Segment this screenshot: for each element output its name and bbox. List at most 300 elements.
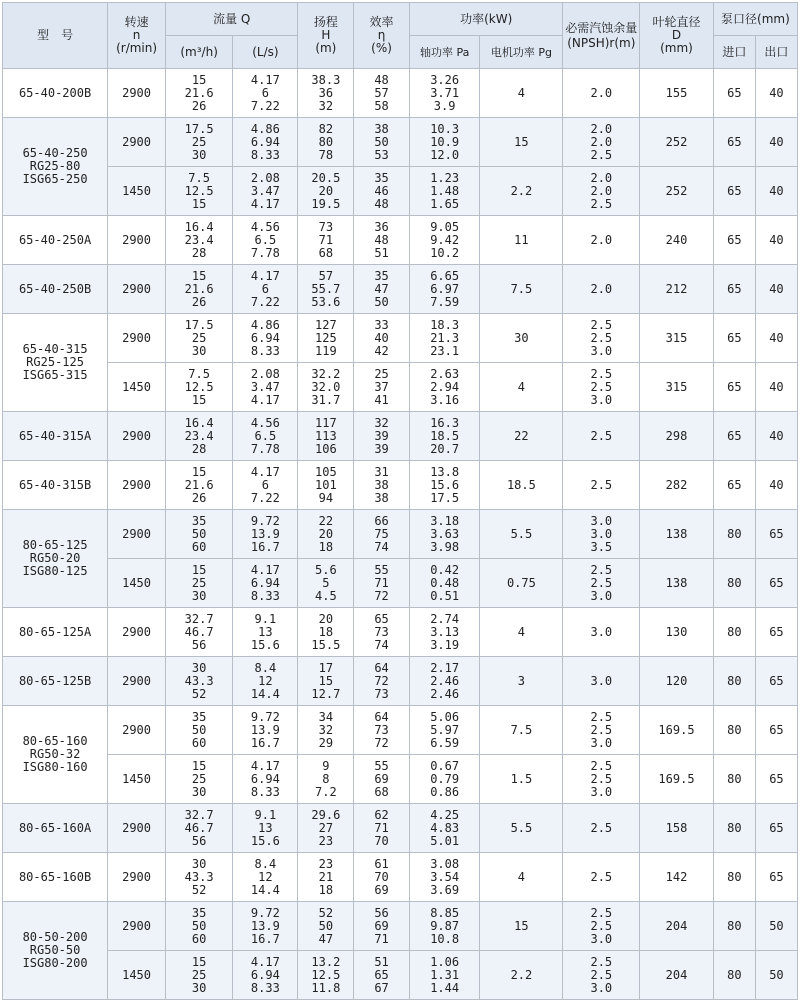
npsh-cell-value: 2.5 <box>590 317 613 332</box>
model-name: 65-40-315A <box>18 428 92 443</box>
port-in-cell: 65 <box>713 216 755 265</box>
impeller-diameter-cell: 240 <box>640 216 714 265</box>
npsh-cell-value: 3.0 <box>590 673 613 688</box>
npsh-cell-value: 2.5 <box>590 379 613 394</box>
efficiency-cell <box>354 461 410 510</box>
flow-m3h-cell-value: 60 <box>191 931 207 946</box>
flow-ls-cell <box>233 314 298 363</box>
efficiency-cell-value: 73 <box>374 686 389 701</box>
motor-power-cell: 4 <box>480 69 563 118</box>
efficiency-cell <box>354 853 410 902</box>
table-row <box>3 902 798 951</box>
motor-power-cell: 4 <box>480 608 563 657</box>
efficiency-cell-value: 38 <box>374 121 389 136</box>
flow-ls-cell-value: 4.17 <box>250 72 280 87</box>
flow-ls-cell-value: 13.9 <box>250 918 280 933</box>
model-name: 80-65-125B <box>18 673 92 688</box>
table-row <box>3 755 798 804</box>
efficiency-cell-value: 71 <box>374 820 389 835</box>
impeller-diameter-cell: 120 <box>640 657 714 706</box>
model-name: 80-65-160A <box>18 820 92 835</box>
model-name: RG25-80 <box>29 159 81 173</box>
shaft-power-cell-value: 21.3 <box>430 330 460 345</box>
efficiency-cell <box>354 559 410 608</box>
head-cell-value: 94 <box>318 490 334 505</box>
header-power: 功率(kW) <box>409 3 563 36</box>
npsh-cell <box>563 951 640 1000</box>
head-cell-value: 47 <box>318 931 334 946</box>
efficiency-cell-value: 61 <box>374 856 389 871</box>
impeller-diameter-cell: 252 <box>640 118 714 167</box>
port-in-cell: 65 <box>713 461 755 510</box>
shaft-power-cell-value: 3.19 <box>430 637 460 652</box>
npsh-cell <box>563 118 640 167</box>
flow-m3h-cell-value: 7.5 <box>188 366 210 381</box>
flow-m3h-cell-value: 43.3 <box>184 673 214 688</box>
head-cell <box>298 69 354 118</box>
model-cell <box>3 902 108 1000</box>
speed-cell: 1450 <box>108 951 166 1000</box>
flow-ls-cell-value: 4.86 <box>250 317 280 332</box>
npsh-cell-value: 3.0 <box>590 980 613 995</box>
flow-ls-cell-value: 4.17 <box>250 464 280 479</box>
efficiency-cell <box>354 706 410 755</box>
shaft-power-cell-value: 0.48 <box>430 575 460 590</box>
flow-m3h-cell <box>165 461 232 510</box>
shaft-power-cell-value: 17.5 <box>430 490 460 505</box>
flow-ls-cell <box>233 608 298 657</box>
head-cell-value: 13.2 <box>311 954 341 969</box>
head-cell-value: 32 <box>318 722 334 737</box>
impeller-diameter-cell: 158 <box>640 804 714 853</box>
port-out-cell: 65 <box>755 657 797 706</box>
flow-ls-cell-value: 6.94 <box>250 330 280 345</box>
speed-cell: 2900 <box>108 461 166 510</box>
npsh-cell <box>563 412 640 461</box>
head-cell <box>298 461 354 510</box>
motor-power-cell: 5.5 <box>480 804 563 853</box>
flow-m3h-cell-value: 46.7 <box>184 820 214 835</box>
flow-ls-cell-value: 2.08 <box>250 170 280 185</box>
npsh-cell-value: 2.5 <box>590 147 613 162</box>
model-cell <box>3 657 108 706</box>
shaft-power-cell-value: 2.63 <box>430 366 460 381</box>
efficiency-cell <box>354 363 410 412</box>
efficiency-cell-value: 68 <box>374 784 389 799</box>
header-impeller-diameter: 叶轮直径 D (mm) <box>640 3 714 69</box>
shaft-power-cell-value: 10.3 <box>430 121 460 136</box>
shaft-power-cell-value: 3.26 <box>430 72 460 87</box>
shaft-power-cell-value: 0.86 <box>430 784 460 799</box>
speed-cell: 1450 <box>108 755 166 804</box>
shaft-power-cell-value: 6.65 <box>430 268 460 283</box>
head-cell-value: 113 <box>315 428 337 443</box>
port-out-cell: 65 <box>755 559 797 608</box>
flow-m3h-cell-value: 56 <box>191 637 207 652</box>
flow-m3h-cell <box>165 804 232 853</box>
table-body <box>3 69 798 1000</box>
npsh-cell-value: 3.0 <box>590 931 613 946</box>
head-cell-value: 34 <box>318 709 334 724</box>
shaft-power-cell-value: 4.25 <box>430 807 460 822</box>
shaft-power-cell-value: 3.13 <box>430 624 460 639</box>
npsh-cell-value: 2.5 <box>590 196 613 211</box>
flow-ls-cell-value: 3.47 <box>250 379 280 394</box>
model-cell <box>3 461 108 510</box>
head-cell <box>298 118 354 167</box>
motor-power-cell: 0.75 <box>480 559 563 608</box>
flow-ls-cell-value: 7.22 <box>250 490 280 505</box>
flow-ls-cell-value: 6 <box>261 85 269 100</box>
header-speed: 转速 n (r/min) <box>108 3 166 69</box>
shaft-power-cell-value: 12.0 <box>430 147 460 162</box>
port-out-cell: 40 <box>755 363 797 412</box>
header-model: 型 号 <box>3 3 108 69</box>
head-cell <box>298 804 354 853</box>
port-out-cell: 65 <box>755 804 797 853</box>
head-cell-value: 82 <box>318 121 334 136</box>
model-name: 80-65-160 <box>22 734 88 748</box>
table-header <box>3 3 798 69</box>
head-cell <box>298 706 354 755</box>
flow-m3h-cell-value: 25 <box>191 575 207 590</box>
port-out-cell: 50 <box>755 902 797 951</box>
head-cell-value: 52 <box>318 905 334 920</box>
model-name: 65-40-315B <box>18 477 92 492</box>
head-cell <box>298 412 354 461</box>
flow-ls-cell-value: 9.72 <box>250 709 280 724</box>
flow-m3h-cell-value: 15 <box>191 196 207 211</box>
table-row <box>3 608 798 657</box>
flow-m3h-cell-value: 28 <box>191 245 207 260</box>
efficiency-cell-value: 51 <box>374 954 389 969</box>
flow-m3h-cell-value: 46.7 <box>184 624 214 639</box>
head-cell-value: 127 <box>315 317 337 332</box>
port-in-cell: 80 <box>713 853 755 902</box>
npsh-cell-value: 2.5 <box>590 428 613 443</box>
model-cell <box>3 118 108 216</box>
speed-cell: 2900 <box>108 412 166 461</box>
speed-cell: 2900 <box>108 902 166 951</box>
efficiency-cell-value: 50 <box>374 294 389 309</box>
flow-ls-cell-value: 7.22 <box>250 294 280 309</box>
shaft-power-cell <box>409 412 479 461</box>
flow-m3h-cell-value: 16.4 <box>184 219 214 234</box>
model-name: ISG65-250 <box>22 172 88 186</box>
port-out-cell: 65 <box>755 706 797 755</box>
table-row <box>3 118 798 167</box>
head-cell-value: 101 <box>315 477 337 492</box>
flow-ls-cell-value: 8.33 <box>250 784 280 799</box>
efficiency-cell-value: 57 <box>374 85 389 100</box>
model-name: 80-65-125A <box>18 624 92 639</box>
head-cell-value: 57 <box>318 268 334 283</box>
flow-m3h-cell <box>165 559 232 608</box>
motor-power-cell: 30 <box>480 314 563 363</box>
shaft-power-cell-value: 2.46 <box>430 673 460 688</box>
efficiency-cell-value: 69 <box>374 771 389 786</box>
flow-ls-cell-value: 8.33 <box>250 343 280 358</box>
shaft-power-cell <box>409 265 479 314</box>
flow-m3h-cell <box>165 608 232 657</box>
flow-ls-cell-value: 14.4 <box>250 686 280 701</box>
flow-ls-cell-value: 12 <box>258 869 273 884</box>
flow-ls-cell <box>233 363 298 412</box>
motor-power-cell: 7.5 <box>480 706 563 755</box>
efficiency-cell-value: 33 <box>374 317 389 332</box>
efficiency-cell-value: 69 <box>374 918 389 933</box>
flow-m3h-cell-value: 26 <box>191 490 207 505</box>
shaft-power-cell-value: 1.48 <box>430 183 460 198</box>
npsh-cell-value: 2.5 <box>590 722 613 737</box>
flow-ls-cell <box>233 657 298 706</box>
shaft-power-cell <box>409 657 479 706</box>
model-name: 80-65-125 <box>22 538 88 552</box>
shaft-power-cell <box>409 314 479 363</box>
efficiency-cell-value: 73 <box>374 624 389 639</box>
efficiency-cell-value: 67 <box>374 980 389 995</box>
port-out-cell: 40 <box>755 314 797 363</box>
npsh-cell-value: 2.0 <box>590 183 613 198</box>
head-cell-value: 12.7 <box>311 686 341 701</box>
efficiency-cell <box>354 69 410 118</box>
npsh-cell-value: 3.0 <box>590 513 613 528</box>
model-name: ISG80-160 <box>22 760 88 774</box>
model-cell <box>3 69 108 118</box>
impeller-diameter-cell: 282 <box>640 461 714 510</box>
impeller-diameter-cell: 204 <box>640 902 714 951</box>
model-name: 80-50-200 <box>22 930 88 944</box>
flow-ls-cell <box>233 853 298 902</box>
motor-power-cell: 1.5 <box>480 755 563 804</box>
flow-ls-cell-value: 13 <box>258 820 273 835</box>
port-out-cell: 65 <box>755 510 797 559</box>
speed-cell: 2900 <box>108 216 166 265</box>
flow-ls-cell <box>233 902 298 951</box>
flow-m3h-cell <box>165 657 232 706</box>
table-row <box>3 510 798 559</box>
head-cell-value: 106 <box>315 441 337 456</box>
flow-m3h-cell-value: 52 <box>191 882 207 897</box>
head-cell-value: 20 <box>318 183 334 198</box>
efficiency-cell-value: 64 <box>374 660 389 675</box>
head-cell-value: 36 <box>318 85 334 100</box>
head-cell-value: 50 <box>318 918 334 933</box>
model-cell <box>3 853 108 902</box>
efficiency-cell-value: 65 <box>374 967 389 982</box>
shaft-power-cell-value: 2.94 <box>430 379 460 394</box>
efficiency-cell <box>354 951 410 1000</box>
efficiency-cell-value: 73 <box>374 722 389 737</box>
motor-power-cell: 15 <box>480 902 563 951</box>
flow-m3h-cell-value: 30 <box>191 147 207 162</box>
motor-power-cell: 3 <box>480 657 563 706</box>
port-out-cell: 65 <box>755 608 797 657</box>
head-cell-value: 12.5 <box>311 967 341 982</box>
shaft-power-cell-value: 3.18 <box>430 513 460 528</box>
head-cell-value: 119 <box>315 343 337 358</box>
flow-m3h-cell-value: 15 <box>191 954 207 969</box>
npsh-cell-value: 2.5 <box>590 330 613 345</box>
head-cell <box>298 167 354 216</box>
shaft-power-cell-value: 16.3 <box>430 415 460 430</box>
flow-ls-cell-value: 6 <box>261 477 269 492</box>
motor-power-cell: 2.2 <box>480 167 563 216</box>
port-out-cell: 40 <box>755 461 797 510</box>
shaft-power-cell-value: 1.23 <box>430 170 460 185</box>
flow-m3h-cell-value: 50 <box>191 918 207 933</box>
port-out-cell: 40 <box>755 412 797 461</box>
table-row <box>3 804 798 853</box>
flow-m3h-cell-value: 35 <box>191 513 207 528</box>
head-cell-value: 78 <box>318 147 334 162</box>
head-cell-value: 53.6 <box>311 294 341 309</box>
shaft-power-cell-value: 1.06 <box>430 954 460 969</box>
efficiency-cell <box>354 657 410 706</box>
impeller-diameter-cell: 130 <box>640 608 714 657</box>
npsh-cell <box>563 706 640 755</box>
npsh-cell-value: 2.5 <box>590 709 613 724</box>
shaft-power-cell <box>409 608 479 657</box>
flow-ls-cell-value: 7.22 <box>250 98 280 113</box>
head-cell-value: 15.5 <box>311 637 341 652</box>
header-efficiency: 效率 η (%) <box>354 3 410 69</box>
flow-ls-cell <box>233 559 298 608</box>
npsh-cell-value: 2.0 <box>590 232 613 247</box>
flow-ls-cell <box>233 706 298 755</box>
efficiency-cell-value: 65 <box>374 611 389 626</box>
flow-ls-cell <box>233 804 298 853</box>
flow-m3h-cell-value: 32.7 <box>184 807 214 822</box>
shaft-power-cell-value: 13.8 <box>430 464 460 479</box>
shaft-power-cell-value: 5.97 <box>430 722 460 737</box>
header-port-out: 出口 <box>755 36 797 69</box>
flow-ls-cell-value: 4.56 <box>250 219 280 234</box>
head-cell-value: 5 <box>322 575 330 590</box>
flow-m3h-cell <box>165 510 232 559</box>
flow-ls-cell-value: 14.4 <box>250 882 280 897</box>
header-motor-power: 电机功率 Pg <box>480 36 563 69</box>
shaft-power-cell-value: 2.46 <box>430 686 460 701</box>
npsh-cell-value: 2.5 <box>590 954 613 969</box>
head-cell-value: 19.5 <box>311 196 341 211</box>
flow-ls-cell <box>233 412 298 461</box>
shaft-power-cell <box>409 804 479 853</box>
shaft-power-cell-value: 6.97 <box>430 281 460 296</box>
head-cell-value: 80 <box>318 134 334 149</box>
speed-cell: 2900 <box>108 265 166 314</box>
model-name: 65-40-250A <box>18 232 92 247</box>
head-cell-value: 23 <box>318 856 334 871</box>
flow-ls-cell-value: 15.6 <box>250 833 280 848</box>
head-cell-value: 38.3 <box>311 72 341 87</box>
shaft-power-cell-value: 10.2 <box>430 245 460 260</box>
header-port-diameter: 泵口径(mm) <box>713 3 797 36</box>
flow-m3h-cell-value: 25 <box>191 771 207 786</box>
impeller-diameter-cell: 155 <box>640 69 714 118</box>
port-out-cell: 50 <box>755 951 797 1000</box>
flow-ls-cell <box>233 951 298 1000</box>
motor-power-cell: 11 <box>480 216 563 265</box>
efficiency-cell-value: 41 <box>374 392 389 407</box>
head-cell-value: 18 <box>318 624 334 639</box>
port-out-cell: 40 <box>755 118 797 167</box>
table-row <box>3 363 798 412</box>
efficiency-cell-value: 25 <box>374 366 389 381</box>
shaft-power-cell-value: 0.79 <box>430 771 460 786</box>
port-in-cell: 65 <box>713 363 755 412</box>
efficiency-cell-value: 66 <box>374 513 389 528</box>
head-cell-value: 125 <box>315 330 337 345</box>
shaft-power-cell-value: 5.01 <box>430 833 460 848</box>
model-cell <box>3 314 108 412</box>
shaft-power-cell <box>409 69 479 118</box>
table-row <box>3 265 798 314</box>
head-cell <box>298 902 354 951</box>
head-cell-value: 8 <box>322 771 330 786</box>
flow-ls-cell-value: 6.94 <box>250 967 280 982</box>
motor-power-cell: 4 <box>480 853 563 902</box>
flow-ls-cell <box>233 118 298 167</box>
flow-m3h-cell-value: 25 <box>191 330 207 345</box>
npsh-cell-value: 2.5 <box>590 918 613 933</box>
shaft-power-cell <box>409 902 479 951</box>
shaft-power-cell-value: 20.7 <box>430 441 460 456</box>
flow-ls-cell-value: 6.5 <box>254 428 277 443</box>
npsh-cell-value: 3.0 <box>590 735 613 750</box>
npsh-cell-value: 2.0 <box>590 85 613 100</box>
flow-m3h-cell-value: 23.4 <box>184 232 214 247</box>
table-row <box>3 706 798 755</box>
head-cell-value: 17 <box>318 660 334 675</box>
flow-m3h-cell-value: 50 <box>191 722 207 737</box>
shaft-power-cell-value: 8.85 <box>430 905 460 920</box>
efficiency-cell <box>354 902 410 951</box>
head-cell-value: 55.7 <box>311 281 341 296</box>
efficiency-cell-value: 42 <box>374 343 389 358</box>
flow-m3h-cell <box>165 314 232 363</box>
motor-power-cell: 2.2 <box>480 951 563 1000</box>
flow-ls-cell-value: 4.17 <box>250 954 280 969</box>
efficiency-cell-value: 71 <box>374 575 389 590</box>
table-row <box>3 167 798 216</box>
head-cell <box>298 363 354 412</box>
efficiency-cell-value: 55 <box>374 562 389 577</box>
head-cell-value: 117 <box>315 415 337 430</box>
impeller-diameter-cell: 169.5 <box>640 706 714 755</box>
shaft-power-cell-value: 3.71 <box>430 85 460 100</box>
efficiency-cell-value: 56 <box>374 905 389 920</box>
shaft-power-cell <box>409 951 479 1000</box>
header-flow-m3h: (m³/h) <box>165 36 232 69</box>
flow-m3h-cell <box>165 118 232 167</box>
head-cell-value: 22 <box>318 513 334 528</box>
npsh-cell <box>563 902 640 951</box>
shaft-power-cell <box>409 167 479 216</box>
flow-m3h-cell-value: 28 <box>191 441 207 456</box>
flow-m3h-cell-value: 43.3 <box>184 869 214 884</box>
flow-m3h-cell-value: 30 <box>191 588 207 603</box>
model-cell <box>3 608 108 657</box>
shaft-power-cell-value: 3.54 <box>430 869 460 884</box>
model-cell <box>3 510 108 608</box>
table-row <box>3 853 798 902</box>
flow-m3h-cell-value: 35 <box>191 905 207 920</box>
motor-power-cell: 5.5 <box>480 510 563 559</box>
speed-cell: 2900 <box>108 804 166 853</box>
shaft-power-cell-value: 18.5 <box>430 428 460 443</box>
header-head: 扬程 H (m) <box>298 3 354 69</box>
